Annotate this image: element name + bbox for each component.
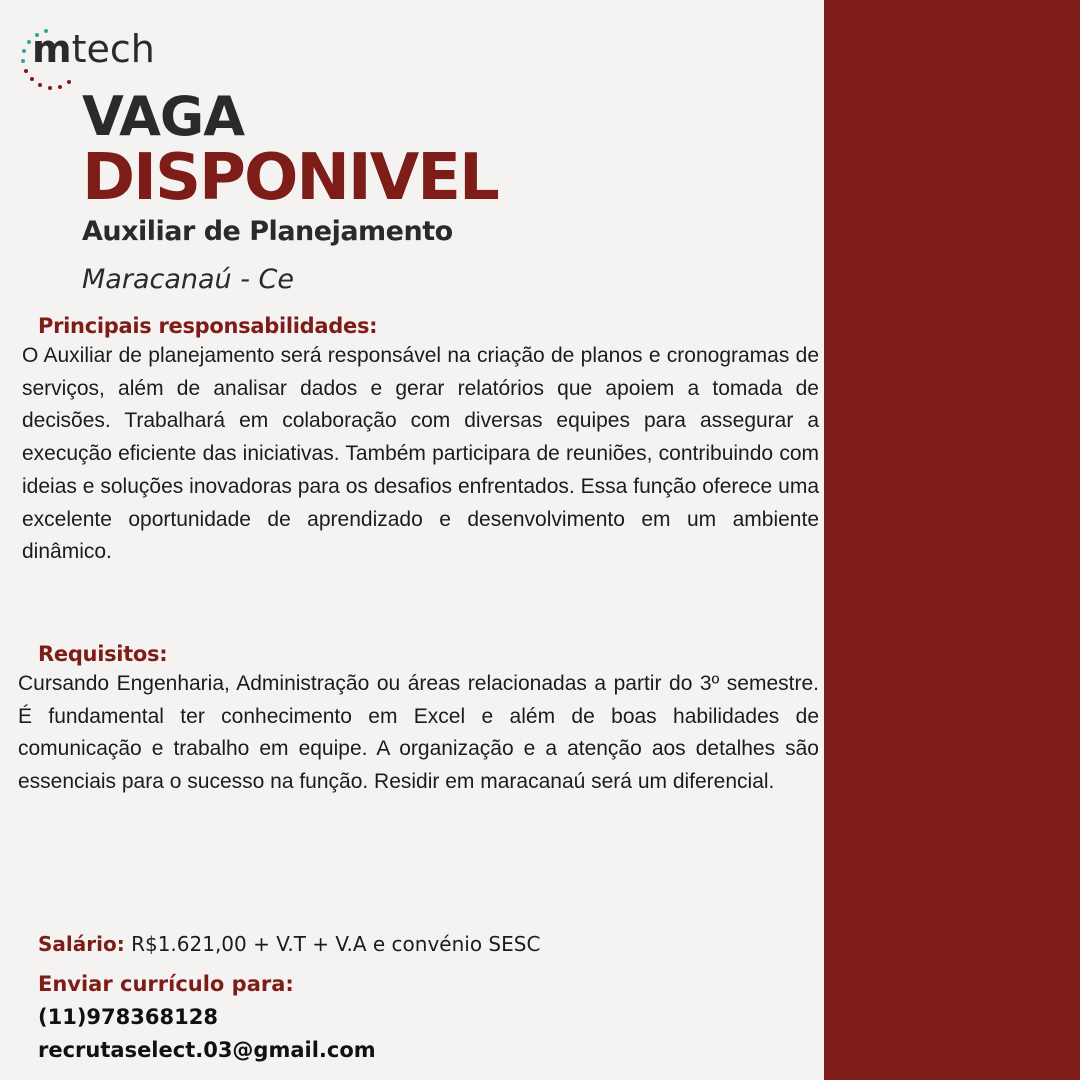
logo-letters-tech: tech <box>71 27 155 71</box>
requirements-heading: Requisitos: <box>38 642 168 666</box>
salary-label: Salário: <box>38 932 125 956</box>
contact-phone: (11)978368128 <box>38 1005 218 1029</box>
send-cv-heading: Enviar currículo para: <box>38 972 294 996</box>
requirements-text: Cursando Engenharia, Administração ou áreas relacionadas a partir do 3º semestre. É fundamental ter conhecimento em Excel e além de boas habilidades de comunicação e trabalho em equipe. A organização e a atenção aos detalhes são essenciais para o sucesso na função. Residir em maracanaú será um diferencial. <box>18 672 819 794</box>
title-line-1: VAGA <box>82 85 245 148</box>
responsibilities-text: O Auxiliar de planejamento será responsável na criação de planos e cronogramas de serviços, além de analisar dados e gerar relatórios que apoiem a tomada de decisões. Trabalhará em colaboração com diversas equipes para assegurar a execução eficiente das iniciativas. Também participara de reuniões, contribuindo com ideias e soluções inovadoras para os desafios enfrentados. Essa função oferece uma excelente oportunidade de aprendizado e desenvolvimento em um ambiente dinâmico. <box>22 344 819 564</box>
logo-wordmark <box>32 27 155 71</box>
contact-email: recrutaselect.03@gmail.com <box>38 1038 376 1062</box>
title-line-2: DISPONIVEL <box>82 141 498 215</box>
job-location: Maracanaú - Ce <box>82 264 295 295</box>
decorative-side-bar <box>824 0 1080 1080</box>
salary-line <box>38 932 540 956</box>
logo-letter-m: m <box>32 27 72 71</box>
company-logo <box>18 26 168 94</box>
responsibilities-heading: Principais responsabilidades: <box>38 314 378 338</box>
job-title: Auxiliar de Planejamento <box>82 216 453 247</box>
salary-value: R$1.621,00 + V.T + V.A e convénio SESC <box>124 932 541 956</box>
